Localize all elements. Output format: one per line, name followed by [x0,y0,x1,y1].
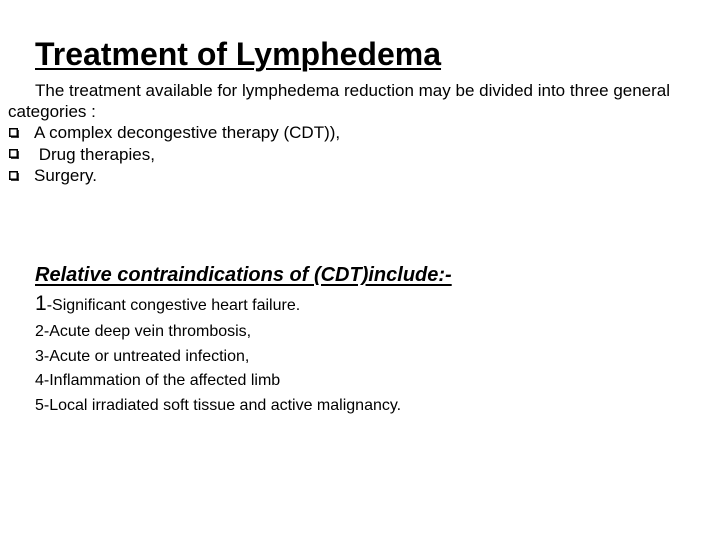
treatment-categories-list [8,122,340,187]
contraindication-item-1 [35,292,300,316]
list-item [8,165,340,187]
hollow-square-bullet-icon [9,149,19,159]
list-item: 2-Acute deep vein thrombosis, [35,323,252,340]
contraindication-text: -Significant congestive heart failure. [46,297,301,314]
list-item: 5-Local irradiated soft tissue and active malignancy. [35,396,402,414]
list-item [8,122,340,144]
contraindications-list [35,320,401,418]
list-item-text: Drug therapies, [34,144,155,164]
intro-text: The treatment available for lymphedema reduction may be divided into three general categories : [8,81,671,121]
list-item-text: Surgery. [34,166,97,185]
list-item-text: A complex decongestive therapy (CDT)), [34,123,341,142]
hollow-square-bullet-icon [9,128,19,138]
list-item [8,144,340,166]
contraindication-number: 1 [35,292,47,315]
contraindications-heading: Relative contraindications of (CDT)include:- [35,264,452,286]
list-item: 4-Inflammation of the affected limb [35,372,281,389]
list-item: 3-Acute or untreated infection, [35,347,250,365]
hollow-square-bullet-icon [9,171,19,181]
page-title: Treatment of Lymphedema [35,36,442,72]
intro-paragraph [8,80,713,122]
